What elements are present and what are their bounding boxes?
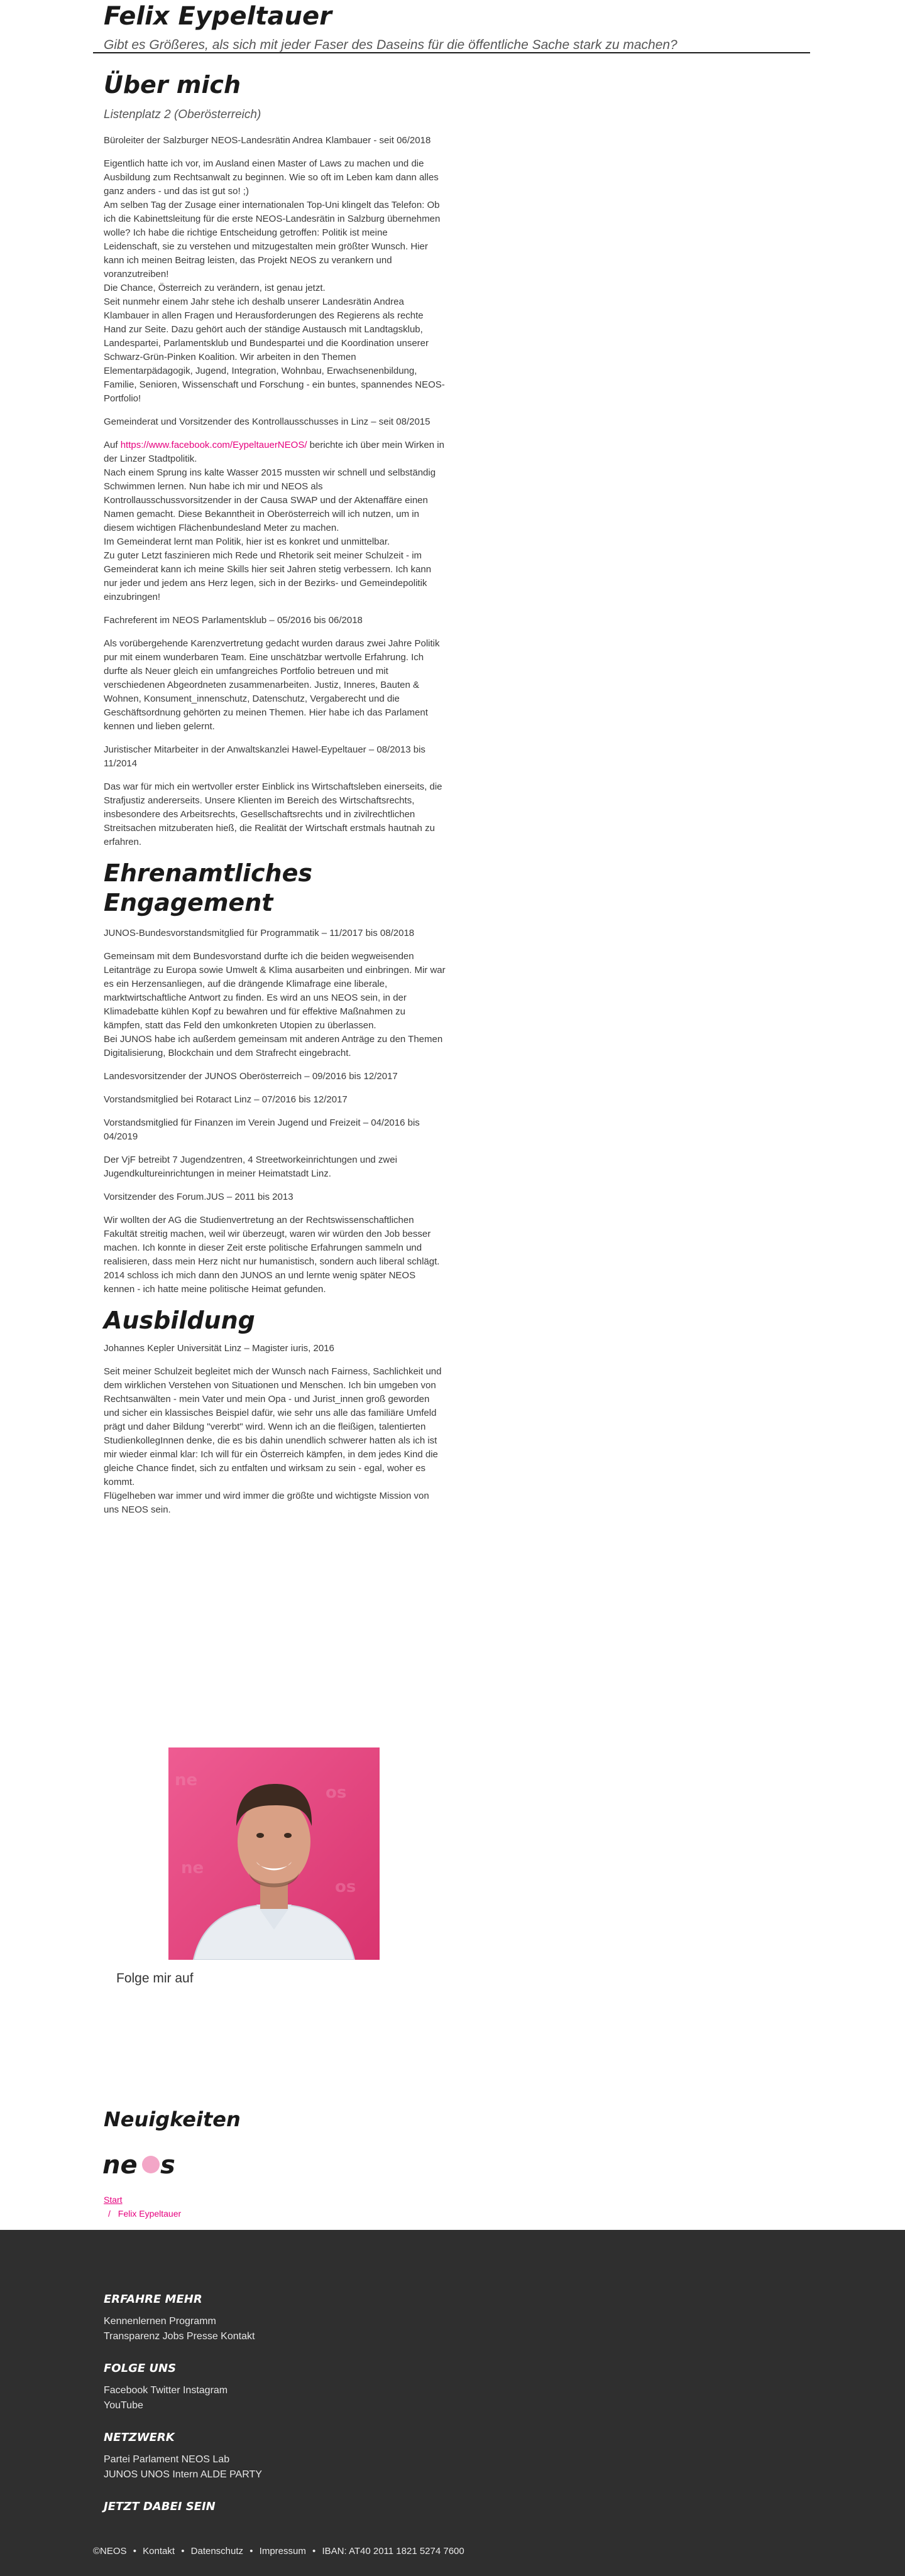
about-heading: Über mich [104,71,241,99]
about-text-2-post: berichte ich über mein Wirken in der Linzer Stadtpolitik. [104,440,444,464]
footer-section-title: NETZWERK [104,2431,175,2444]
education-text-b: Flügelheben war immer und wird immer die größte und wichtigste Mission von uns NEOS sein. [104,1491,429,1515]
neos-logo[interactable] [102,2151,180,2183]
privacy-link[interactable]: Datenschutz [190,2546,244,2557]
separator-dot: • [181,2546,185,2557]
about-role-3: Fachreferent im NEOS Parlamentsklub – 05/2016 bis 06/2018 [104,615,363,626]
about-text-2 [104,438,446,604]
volunteer-heading: Ehrenamtliches Engagement [104,859,312,916]
portrait-photo [168,1747,380,1960]
breadcrumb-current [108,2209,181,2219]
join-now-link[interactable]: JETZT DABEI SEIN [104,2500,216,2513]
education-degree: Johannes Kepler Universität Linz – Magister iuris, 2016 [104,1343,334,1354]
about-text-1b: Am selben Tag der Zusage einer internationalen Top-Uni klingelt das Telefon: Ob ich die Kabinettsleitung für die erste NEOS-Landesrätin in Salzburg übernehmen wolle? Ich habe die richtige Entscheidung getroffen: Politik ist meine Leidenschaft, sie zu verstehen und mitzugestalten mein größter Wunsch. Hier kann ich meinen Beitrag leisten, das Projekt NEOS zu verankern und voranzutreiben! [104,200,441,280]
volunteer-text-1 [104,950,446,1060]
footer-section-join[interactable] [104,2500,481,2521]
about-text-2-pre: Auf [104,440,121,450]
footer-section-network [104,2431,481,2482]
svg-text:ne: ne [181,1859,204,1878]
about-text-3: Als vorübergehende Karenzvertretung gedacht wurden daraus zwei Jahre Politik pur mit einem wunderbaren Team. Eine unschätzbar wertvolle Erfahrung. Ich durfte als Neuer gleich ein umfangreiches Portfolio betreuen und mit verschiedenen Abgeordneten zusammenarbeiten. Justiz, Inneres, Bauten & Wohnen, Konsument_innenschutz, Datenschutz, Vergaberecht und die Geschäftsordnung gehörten zu meinen Themen. Hier habe ich das Parlament kennen und lieben gelernt. [104,638,440,732]
volunteer-role-4: Vorstandsmitglied für Finanzen im Verein Jugend und Freizeit – 04/2016 bis 04/2019 [104,1117,420,1142]
about-role-2: Gemeinderat und Vorsitzender des Kontrollausschusses in Linz – seit 08/2015 [104,416,431,427]
breadcrumb-separator: / [108,2209,111,2219]
about-role-4: Juristischer Mitarbeiter in der Anwaltskanzlei Hawel-Eypeltauer – 08/2013 bis 11/2014 [104,744,425,769]
about-text-1a: Eigentlich hatte ich vor, im Ausland einen Master of Laws zu machen und die Ausbildung zum Rechtsanwalt zu beginnen. Wie so oft im Leben kam dann alles ganz anders - und das ist gut so! ;) [104,158,439,197]
footer-bottom-bar [93,2546,468,2557]
about-role-1: Büroleiter der Salzburger NEOS-Landesrätin Andrea Klambauer - seit 06/2018 [104,135,431,146]
imprint-link[interactable]: Impressum [259,2546,306,2557]
copyright: ©NEOS [93,2546,127,2557]
volunteer-role-5: Vorsitzender des Forum.JUS – 2011 bis 2013 [104,1192,293,1202]
volunteer-text-1b: Bei JUNOS habe ich außerdem gemeinsam mit anderen Anträge zu den Themen Digitalisierung, Blockchain und dem Strafrecht eingebracht. [104,1034,443,1058]
svg-text:s: s [160,2151,175,2180]
contact-link[interactable]: Kontakt [143,2546,175,2557]
facebook-link[interactable]: https://www.facebook.com/EypeltauerNEOS/ [120,440,307,450]
footer-link-row[interactable]: Facebook Twitter Instagram [104,2385,228,2396]
follow-me-label: Folge mir auf [116,1971,194,1986]
volunteer-text-3: Wir wollten der AG die Studienvertretung an der Rechtswissenschaftlichen Fakultät streitig machen, weil wir überzeugt, waren wir würden den Job besser machen. Ich konnte in dieser Zeit erste politische Erfahrungen sammeln und realisieren, dass mein Herz nicht nur humanistisch, sondern auch liberal schlägt. 2014 schloss ich mich dann den JUNOS an und lernte wenig später NEOS kennen - ich hatte meine politische Heimat gefunden. [104,1215,440,1295]
about-text-2c: Im Gemeinderat lernt man Politik, hier ist es konkret und unmittelbar. [104,536,390,547]
about-text-1d: Seit nunmehr einem Jahr stehe ich deshalb unserer Landesrätin Andrea Klambauer in allen Fragen und Herausforderungen des Regierens als rechte Hand zur Seite. Dazu gehört auch der ständige Austausch mit Landtagsklub, Landespartei, Parlamentsklub und Bundespartei und die Koordination unserer Schwarz-Grün-Pinken Koalition. Wir arbeiten in den Themen Elementarpädagogik, Jugend, Integration, Wohnbau, Erwachsenenbildung, Familie, Senioren, Wissenschaft und Forschung - ein buntes, spannendes NEOS-Portfolio! [104,296,445,404]
volunteer-text-2: Der VjF betreibt 7 Jugendzentren, 4 Streetworkeinrichtungen und zwei Jugendkultureinrichtungen in meiner Heimatstadt Linz. [104,1155,397,1179]
about-text-1c: Die Chance, Österreich zu verändern, ist genau jetzt. [104,283,326,293]
footer [0,2230,905,2576]
footer-link-row[interactable]: JUNOS UNOS Intern ALDE PARTY [104,2469,262,2480]
volunteer-role-3: Vorstandsmitglied bei Rotaract Linz – 07/2016 bis 12/2017 [104,1094,348,1105]
page-header [104,0,810,54]
separator-dot: • [250,2546,253,2557]
footer-link-row[interactable]: Kennenlernen Programm [104,2316,216,2327]
breadcrumb-start[interactable]: Start [104,2195,123,2205]
volunteer-role-1: JUNOS-Bundesvorstandsmitglied für Programmatik – 11/2017 bis 08/2018 [104,928,415,938]
iban-text: IBAN: AT40 2011 1821 5274 7600 [322,2546,464,2557]
education-heading: Ausbildung [104,1307,255,1334]
separator-dot: • [312,2546,316,2557]
footer-section-title: FOLGE UNS [104,2362,177,2375]
education-text-a: Seit meiner Schulzeit begleitet mich der Wunsch nach Fairness, Sachlichkeit und dem wirklichen Verstehen von Situationen und Menschen. Ich bin umgeben von Rechtsanwälten - mein Vater und mein Opa - und Jurist_innen groß geworden und sicher ein klassisches Beispiel dafür, wie sehr uns alle das familiäre Umfeld prägt und daher Bildung "vererbt" wird. Wenn ich an die fleißigen, talentierten StudienkollegInnen denke, die es bis dahin unendlich schwerer hatten als ich ist mir wieder einmal klar: Ich will für ein Österreich kämpfen, in dem jedes Kind die gleiche Chance findet, sich zu entfalten und wirksam zu sein - egal, woher es kommt. [104,1366,442,1487]
footer-section-follow [104,2362,481,2413]
list-position: Listenplatz 2 (Oberösterreich) [104,108,261,121]
svg-text:os: os [326,1783,347,1802]
svg-text:ne: ne [175,1771,198,1790]
footer-section-title: ERFAHRE MEHR [104,2293,202,2306]
footer-link-row[interactable]: Transparenz Jobs Presse Kontakt [104,2331,255,2342]
about-text-2d: Zu guter Letzt faszinieren mich Rede und Rhetorik seit meiner Schulzeit - im Gemeinderat kann ich meine Skills hier seit Jahren stetig verbessern. Ich kann nur jeder und jedem ans Herz legen, sich in der Bezirks- und Gemeindepolitik einzubringen! [104,550,432,602]
volunteer-text-1a: Gemeinsam mit dem Bundesvorstand durfte ich die beiden wegweisenden Leitanträge zu Europa sowie Umwelt & Klima ausarbeiten und einbringen. Mir war es ein Herzensanliegen, auf die drängende Klimafrage eine liberale, marktwirtschaftliche Antwort zu finden. Es wird an uns NEOS sein, in der Klimadebatte kühlen Kopf zu bewahren und für effektive Maßnahmen zu kämpfen, statt das Feld den umkonkreten Utopien zu überlassen. [104,951,446,1031]
footer-section-learn [104,2293,481,2344]
neos-logo-icon [102,2151,180,2180]
volunteer-role-2: Landesvorsitzender der JUNOS Oberösterreich – 09/2016 bis 12/2017 [104,1071,398,1082]
about-text-4: Das war für mich ein wertvoller erster Einblick ins Wirtschaftsleben einerseits, die Strafjustiz andererseits. Unsere Klienten im Bereich des Wirtschaftsrechts, insbesondere des Arbeitsrechts, Gesellschaftsrechts und in zivilrechtlichen Streitsachen mitzuberaten hieß, die Realität der Wirtschaft erstmals hautnah zu erfahren. [104,781,442,847]
svg-text:ne: ne [102,2151,138,2180]
main-content [104,70,446,1526]
separator-dot: • [133,2546,136,2557]
breadcrumb-current-label: Felix Eypeltauer [118,2209,182,2219]
tagline: Gibt es Größeres, als sich mit jeder Faser des Daseins für die öffentliche Sache stark zu machen? [104,38,677,52]
news-heading: Neuigkeiten [104,2107,241,2131]
svg-text:os: os [335,1878,356,1896]
footer-link-row[interactable]: Partei Parlament NEOS Lab [104,2454,230,2465]
education-text [104,1365,446,1517]
about-text-2b: Nach einem Sprung ins kalte Wasser 2015 mussten wir schnell und selbständig Schwimmen lernen. Nun habe ich mir und NEOS als Kontrollausschussvorsitzender in der Causa SWAP und der Aktenaffäre einen Namen gemacht. Diese Bekanntheit in Oberösterreich will ich nutzen, um in diesem wichtigen Flächenbundesland Meter zu machen. [104,467,436,533]
portrait-illustration [168,1747,380,1960]
header-divider [93,52,810,53]
page-title: Felix Eypeltauer [104,2,332,31]
about-text-1 [104,157,446,406]
footer-link-row[interactable]: YouTube [104,2400,143,2411]
